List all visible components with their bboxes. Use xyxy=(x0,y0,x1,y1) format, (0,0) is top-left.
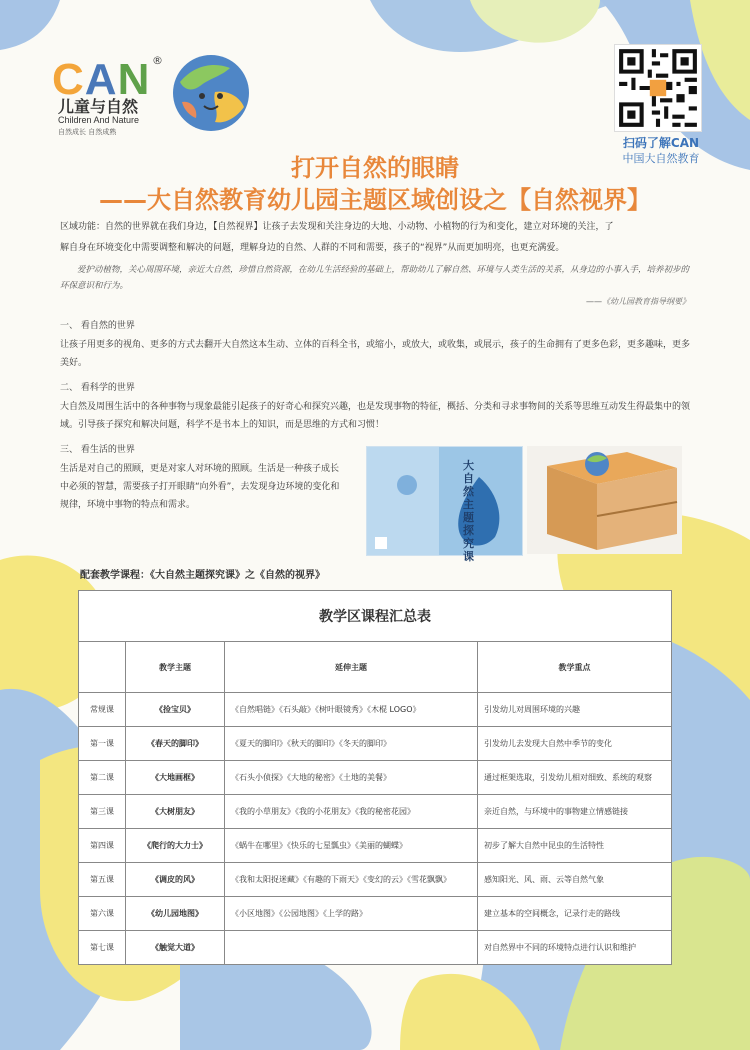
lesson-cell: 第五课 xyxy=(79,863,126,897)
quote-source: ——《幼儿园教育指导纲要》 xyxy=(586,297,690,306)
page-subtitle: ——大自然教育幼儿园主题区域创设之【自然视界】 xyxy=(99,186,651,214)
earth-face-icon xyxy=(170,52,252,134)
intro-line-1: 区域功能：自然的世界就在我们身边，【自然视界】让孩子去发现和关注身边的大地、小动物、小植物的行为和变化，建立对环境的关注，了 xyxy=(60,222,614,232)
lesson-cell: 第三课 xyxy=(79,795,126,829)
section-3-body: 生活是对自己的照顾，更是对家人对环境的照顾。生活是一种孩子成长中必须的智慧，需要孩子打开眼睛“向外看”，去发现身边环境的变化和规律，环境中事物的特点和需求。 xyxy=(60,464,340,510)
lesson-cell: 第一课 xyxy=(79,727,126,761)
section-2-body: 大自然及周围生活中的各种事物与现象最能引起孩子的好奇心和探究兴趣，也是发现事物的特征，概括、分类和寻求事物间的关系等思维互动发生得最集中的领域。引导孩子探究和解决问题，科学不是书本上的知识，而是思维的方式和习惯！ xyxy=(60,402,691,430)
focus-cell: 对自然界中不同的环境特点进行认识和维护 xyxy=(478,931,672,965)
table-row xyxy=(79,829,672,863)
extension-cell: 《夏天的脚印》《秋天的脚印》《冬天的脚印》 xyxy=(225,727,478,761)
section-1-body: 让孩子用更多的视角、更多的方式去翻开大自然这本生动、立体的百科全书，或缩小，或放大，或收集，或展示，孩子的生命拥有了更多色彩，更多趣味，更多美好。 xyxy=(60,340,691,368)
book-cover-image xyxy=(366,446,523,563)
quote-text: 爱护动植物，关心周围环境，亲近大自然，珍惜自然资源，在幼儿生活经验的基础上，帮助幼儿了解自然、环境与人类生活的关系，从身边的小事入手，培养初步的环保意识和行为。 xyxy=(60,265,690,291)
qr-caption-secondary: 中国大自然教育 xyxy=(622,152,700,165)
page-title: 打开自然的眼睛 xyxy=(291,154,459,182)
theme-cell: 《大地画框》 xyxy=(126,761,225,795)
kit-box-image xyxy=(527,446,682,554)
section-3-heading: 三、 看生活的世界 xyxy=(60,445,135,455)
lesson-cell: 常规课 xyxy=(79,693,126,727)
lesson-cell: 第七课 xyxy=(79,931,126,965)
focus-cell: 引发幼儿去发现大自然中季节的变化 xyxy=(478,727,672,761)
extension-cell: 《石头小侦探》《大地的秘密》《土地的美餐》 xyxy=(225,761,478,795)
extension-cell: 《自然唱链》《石头敲》《树叶眼镜秀》《木棍 LOGO》 xyxy=(225,693,478,727)
extension-cell: 《我和太阳捉迷藏》《有趣的下雨天》《变幻的云》《雪花飘飘》 xyxy=(225,863,478,897)
registered-mark: ® xyxy=(152,54,163,67)
book-title: 大自然主题探究课 xyxy=(463,459,474,563)
focus-cell: 感知阳光、风、雨、云等自然气象 xyxy=(478,863,672,897)
focus-cell: 引发幼儿对周围环境的兴趣 xyxy=(478,693,672,727)
logo-tagline: 自然成长 自然成熟 xyxy=(58,128,117,136)
extension-cell: 《小区地图》《公园地图》《上学的路》 xyxy=(225,897,478,931)
table-header: 教学主题 xyxy=(126,642,225,693)
focus-cell: 亲近自然，与环境中的事物建立情感链接 xyxy=(478,795,672,829)
qr-code xyxy=(614,44,702,132)
theme-cell: 《触觉大道》 xyxy=(126,931,225,965)
table-row xyxy=(79,693,672,727)
section-1-heading: 一、 看自然的世界 xyxy=(60,321,135,331)
table-row xyxy=(79,727,672,761)
course-line: 配套教学课程：《大自然主题探究课》之《自然的视界》 xyxy=(80,570,325,581)
can-logo: CAN xyxy=(52,55,151,104)
qr-caption-primary: 扫码了解CAN xyxy=(622,136,700,150)
table-header xyxy=(79,642,126,693)
extension-cell xyxy=(225,931,478,965)
intro-line-2: 解自身在环境变化中需要调整和解决的问题，理解身边的自然、人群的不同和需要，孩子的“视界”从而更加明亮，也更充满爱。 xyxy=(60,243,565,253)
focus-cell: 建立基本的空间概念，记录行走的路线 xyxy=(478,897,672,931)
table-row xyxy=(79,931,672,965)
table-header: 延伸主题 xyxy=(225,642,478,693)
focus-cell: 初步了解大自然中昆虫的生活特性 xyxy=(478,829,672,863)
table-row xyxy=(79,863,672,897)
theme-cell: 《爬行的大力士》 xyxy=(126,829,225,863)
theme-cell: 《捡宝贝》 xyxy=(126,693,225,727)
theme-cell: 《大树朋友》 xyxy=(126,795,225,829)
logo-english-name: Children And Nature xyxy=(58,115,140,125)
theme-cell: 《幼儿园地图》 xyxy=(126,897,225,931)
extension-cell: 《蜗牛在哪里》《快乐的七星瓢虫》《美丽的蝴蝶》 xyxy=(225,829,478,863)
section-2-heading: 二、 看科学的世界 xyxy=(60,383,135,393)
lesson-cell: 第二课 xyxy=(79,761,126,795)
table-caption: 教学区课程汇总表 xyxy=(79,591,672,642)
lesson-cell: 第四课 xyxy=(79,829,126,863)
lesson-cell: 第六课 xyxy=(79,897,126,931)
table-row xyxy=(79,897,672,931)
theme-cell: 《调皮的风》 xyxy=(126,863,225,897)
table-row xyxy=(79,795,672,829)
extension-cell: 《我的小草朋友》《我的小花朋友》《我的秘密花园》 xyxy=(225,795,478,829)
theme-cell: 《春天的脚印》 xyxy=(126,727,225,761)
table-row xyxy=(79,761,672,795)
course-summary-table xyxy=(78,590,672,965)
logo-chinese-name: 儿童与自然 xyxy=(58,97,139,116)
table-header: 教学重点 xyxy=(478,642,672,693)
focus-cell: 通过框架选取，引发幼儿相对细致、系统的观察 xyxy=(478,761,672,795)
